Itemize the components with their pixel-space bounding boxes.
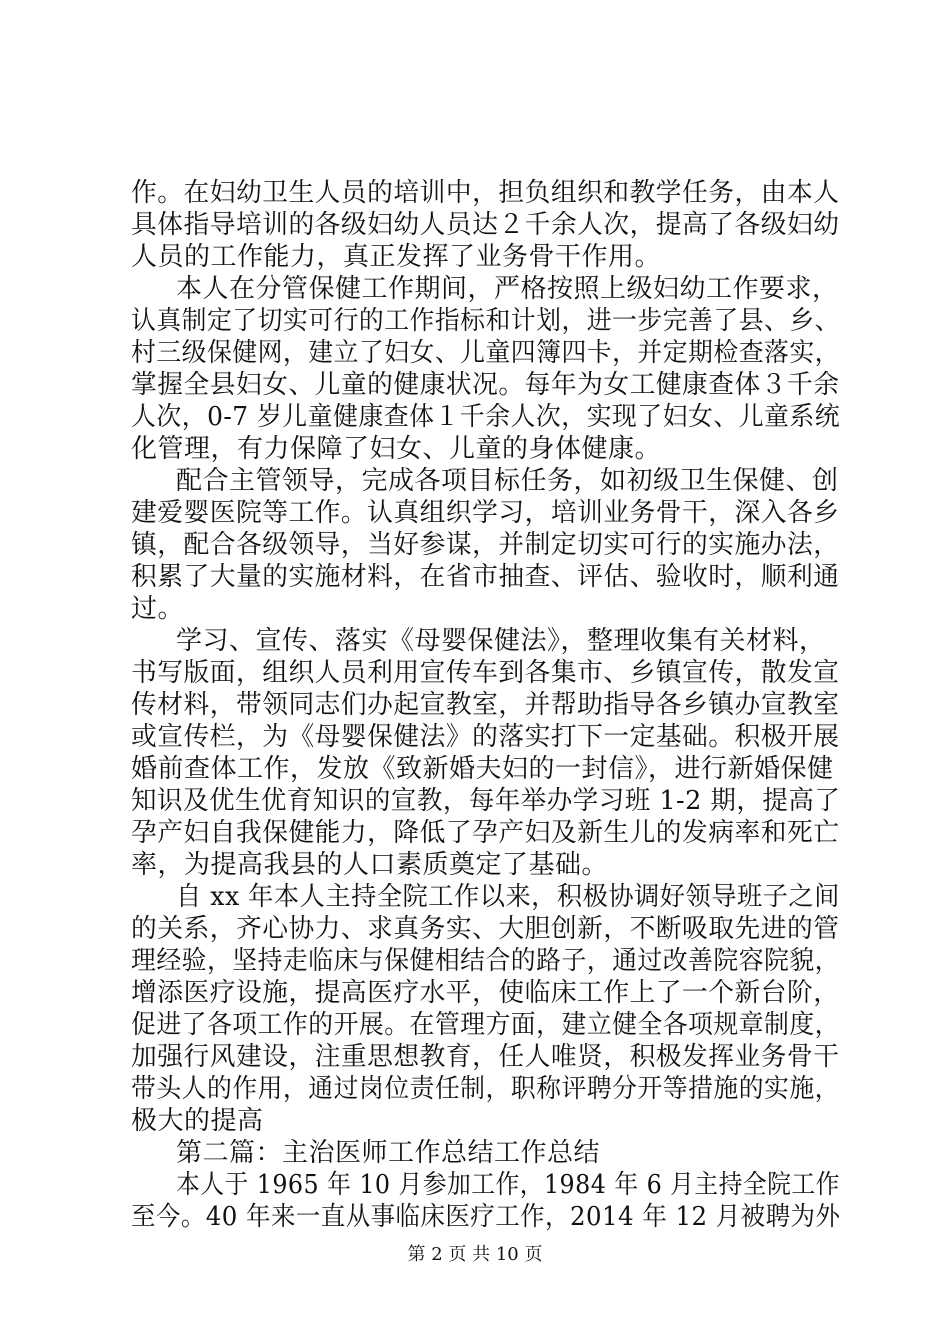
text-line: 至今。40 年来一直从事临床医疗工作，2014 年 12 月被聘为外 xyxy=(131,1202,841,1232)
text-line: 学习、宣传、落实《母婴保健法》，整理收集有关材料， xyxy=(176,626,826,656)
text-line: 本人于 1965 年 10 月参加工作，1984 年 6 月主持全院工作 xyxy=(176,1170,840,1200)
text-line: 带头人的作用，通过岗位责任制，职称评聘分开等措施的实施， xyxy=(131,1074,840,1104)
section-heading: 第二篇：主治医师工作总结工作总结 xyxy=(176,1138,601,1168)
text-line: 认真制定了切实可行的工作指标和计划，进一步完善了县、乡、 xyxy=(131,306,840,336)
text-line: 书写版面，组织人员利用宣传车到各集市、乡镇宣传，散发宣 xyxy=(131,658,840,688)
text-line: 极大的提高 xyxy=(131,1106,264,1136)
text-line: 知识及优生优育知识的宣教，每年举办学习班 1-2 期，提高了 xyxy=(131,786,841,816)
text-line: 自 xx 年本人主持全院工作以来，积极协调好领导班子之间 xyxy=(176,882,840,912)
text-line: 建爱婴医院等工作。认真组织学习，培训业务骨干，深入各乡 xyxy=(131,498,840,528)
page-number-footer: 第 2 页 共 10 页 xyxy=(407,1244,543,1265)
text-line: 积累了大量的实施材料，在省市抽查、评估、验收时，顺利通 xyxy=(131,562,840,592)
text-line: 孕产妇自我保健能力，降低了孕产妇及新生儿的发病率和死亡 xyxy=(131,818,840,848)
text-line: 婚前查体工作，发放《致新婚夫妇的一封信》，进行新婚保健 xyxy=(131,754,834,784)
text-line: 掌握全县妇女、儿童的健康状况。每年为女工健康查体３千余 xyxy=(131,370,840,400)
text-line: 加强行风建设，注重思想教育，任人唯贤，积极发挥业务骨干 xyxy=(131,1042,840,1072)
text-line: 率，为提高我县的人口素质奠定了基础。 xyxy=(131,850,609,880)
text-line: 的关系，齐心协力、求真务实、大胆创新，不断吸取先进的管 xyxy=(131,914,840,944)
text-line: 理经验，坚持走临床与保健相结合的路子，通过改善院容院貌， xyxy=(131,946,840,976)
text-line: 镇，配合各级领导，当好参谋，并制定切实可行的实施办法， xyxy=(131,530,840,560)
text-line: 增添医疗设施，提高医疗水平，使临床工作上了一个新台阶， xyxy=(131,978,840,1008)
text-line: 过。 xyxy=(131,594,185,624)
text-line: 人次，0-7 岁儿童健康查体１千余人次，实现了妇女、儿童系统 xyxy=(131,402,841,432)
text-line: 促进了各项工作的开展。在管理方面，建立健全各项规章制度， xyxy=(131,1010,840,1040)
text-line: 化管理，有力保障了妇女、儿童的身体健康。 xyxy=(131,434,662,464)
text-line: 具体指导培训的各级妇幼人员达２千余人次，提高了各级妇幼 xyxy=(131,210,840,240)
text-line: 本人在分管保健工作期间，严格按照上级妇幼工作要求， xyxy=(176,274,839,304)
text-line: 作。在妇幼卫生人员的培训中，担负组织和教学任务，由本人 xyxy=(131,178,840,208)
text-line: 或宣传栏，为《母婴保健法》的落实打下一定基础。积极开展 xyxy=(131,722,840,752)
text-line: 传材料，带领同志们办起宣教室，并帮助指导各乡镇办宣教室 xyxy=(131,690,840,720)
text-line: 村三级保健网，建立了妇女、儿童四簿四卡，并定期检查落实， xyxy=(131,338,840,368)
text-line: 配合主管领导，完成各项目标任务，如初级卫生保健、创 xyxy=(176,466,839,496)
text-line: 人员的工作能力，真正发挥了业务骨干作用。 xyxy=(131,242,662,272)
